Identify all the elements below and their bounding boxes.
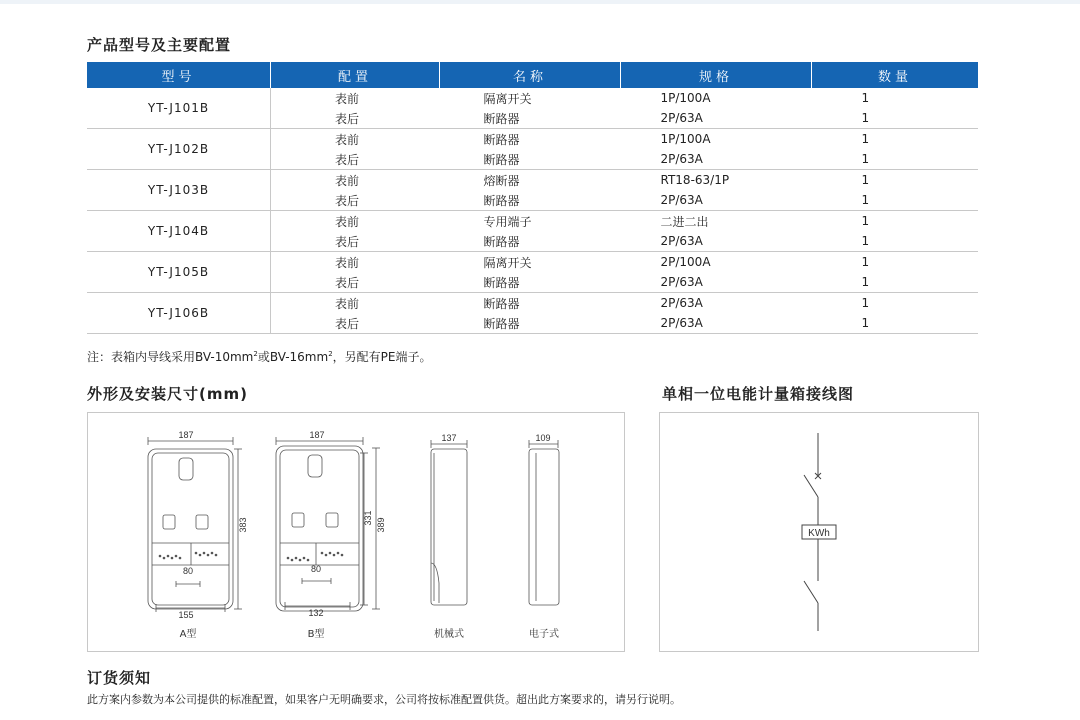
name-cell: 断路器 <box>440 108 621 129</box>
header-config: 配置 <box>271 62 440 88</box>
qty-cell: 1 <box>861 296 870 310</box>
config-cell: 表后 <box>271 149 440 170</box>
table-row <box>87 211 978 232</box>
dim-a-hole-spacing: 80 <box>182 566 194 576</box>
name-cell: 断路器 <box>483 132 520 147</box>
wiring-panel <box>659 412 979 652</box>
qty-cell: 1 <box>812 231 979 252</box>
dim-b-width-bottom: 132 <box>308 608 324 618</box>
qty-cell: 1 <box>861 173 870 187</box>
header-spec: 规格 <box>621 62 812 88</box>
wiring-diagram <box>660 413 978 651</box>
name-cell: 断路器 <box>440 313 621 334</box>
qty-cell: 1 <box>812 149 979 170</box>
wiring-title: 单相一位电能计量箱接线图 <box>662 385 855 403</box>
header-model: 型号 <box>87 62 271 88</box>
table-row <box>87 252 978 273</box>
qty-cell: 1 <box>861 255 870 269</box>
spec-cell: 1P/100A <box>660 91 711 105</box>
caption-mech: 机械式 <box>434 629 464 640</box>
spec-cell: 二进二出 <box>660 214 709 229</box>
breaker-switch <box>804 581 818 603</box>
dim-b-height-outer: 389 <box>376 517 386 533</box>
name-cell: 断路器 <box>483 296 520 311</box>
caption-elec: 电子式 <box>529 629 559 640</box>
note-mid: 或BV-16mm <box>257 350 329 364</box>
dim-b-hole-spacing: 80 <box>310 564 322 574</box>
qty-cell: 1 <box>812 272 979 293</box>
name-cell: 专用端子 <box>483 214 532 229</box>
spec-table <box>87 62 978 334</box>
spec-cell: 2P/63A <box>621 108 812 129</box>
qty-cell: 1 <box>812 190 979 211</box>
box-a-drawing <box>148 437 242 612</box>
config-cell: 表后 <box>271 272 440 293</box>
table-row <box>87 88 978 108</box>
name-cell: 断路器 <box>440 190 621 211</box>
dim-elec-depth: 109 <box>535 433 551 443</box>
model-cell: YT-J102B <box>87 129 271 170</box>
config-cell: 表后 <box>271 231 440 252</box>
config-cell: 表后 <box>271 108 440 129</box>
kwh-label: KWh <box>808 528 830 539</box>
note-sup-2: 2 <box>328 350 333 358</box>
top-divider <box>0 0 1080 4</box>
note-prefix: 注：表箱内导线采用BV-10mm <box>87 350 254 364</box>
table-row <box>87 170 978 191</box>
name-cell: 断路器 <box>440 231 621 252</box>
qty-cell: 1 <box>861 91 870 105</box>
config-cell: 表后 <box>271 190 440 211</box>
model-cell: YT-J105B <box>87 252 271 293</box>
config-cell: 表前 <box>335 255 360 270</box>
name-cell: 断路器 <box>440 272 621 293</box>
qty-cell: 1 <box>812 313 979 334</box>
table-row <box>87 293 978 314</box>
spec-cell: 1P/100A <box>660 132 711 146</box>
products-title: 产品型号及主要配置 <box>87 36 232 54</box>
spec-cell: 2P/63A <box>621 231 812 252</box>
qty-cell: 1 <box>861 214 870 228</box>
model-cell: YT-J101B <box>87 88 271 129</box>
dim-b-height-inner: 331 <box>363 510 373 526</box>
side-view-electronic <box>529 440 559 605</box>
config-cell: 表前 <box>335 173 360 188</box>
ordering-title: 订货须知 <box>87 669 152 687</box>
side-view-mechanical <box>431 440 467 605</box>
dim-mech-depth: 137 <box>441 433 457 443</box>
spec-cell: RT18-63/1P <box>660 173 730 187</box>
name-cell: 熔断器 <box>483 173 520 188</box>
dim-b-width-top: 187 <box>309 430 325 440</box>
dim-a-height: 383 <box>238 517 248 533</box>
table-header-row <box>87 62 978 88</box>
table-note <box>87 348 431 365</box>
header-name: 名称 <box>440 62 621 88</box>
spec-cell: 2P/63A <box>621 272 812 293</box>
spec-cell: 2P/100A <box>660 255 711 269</box>
config-cell: 表前 <box>335 214 360 229</box>
caption-a: A型 <box>179 629 197 640</box>
spec-cell: 2P/63A <box>621 190 812 211</box>
config-cell: 表前 <box>335 132 360 147</box>
table-row <box>87 129 978 150</box>
dim-a-width-bottom: 155 <box>178 610 194 620</box>
spec-cell: 2P/63A <box>621 313 812 334</box>
config-cell: 表后 <box>271 313 440 334</box>
header-qty: 数量 <box>812 62 979 88</box>
spec-cell: 2P/63A <box>660 296 703 310</box>
qty-cell: 1 <box>812 108 979 129</box>
model-cell: YT-J103B <box>87 170 271 211</box>
ordering-text: 此方案内参数为本公司提供的标准配置，如果客户无明确要求，公司将按标准配置供货。超出此方案要求的，请另行说明。 <box>87 693 681 706</box>
dim-a-width-top: 187 <box>178 430 194 440</box>
model-cell: YT-J106B <box>87 293 271 334</box>
config-cell: 表前 <box>335 296 360 311</box>
name-cell: 断路器 <box>440 149 621 170</box>
dimensions-panel <box>87 412 625 652</box>
qty-cell: 1 <box>861 132 870 146</box>
table-body <box>87 88 978 334</box>
config-cell: 表前 <box>335 91 360 106</box>
model-cell: YT-J104B <box>87 211 271 252</box>
name-cell: 隔离开关 <box>483 255 532 270</box>
name-cell: 隔离开关 <box>483 91 532 106</box>
note-suffix: ，另配有PE端子。 <box>332 350 432 364</box>
caption-b: B型 <box>307 629 325 640</box>
dimensions-title: 外形及安装尺寸(mm) <box>87 385 248 403</box>
note-sup-1: 2 <box>253 350 258 358</box>
spec-cell: 2P/63A <box>621 149 812 170</box>
dimensions-drawing <box>88 413 624 651</box>
